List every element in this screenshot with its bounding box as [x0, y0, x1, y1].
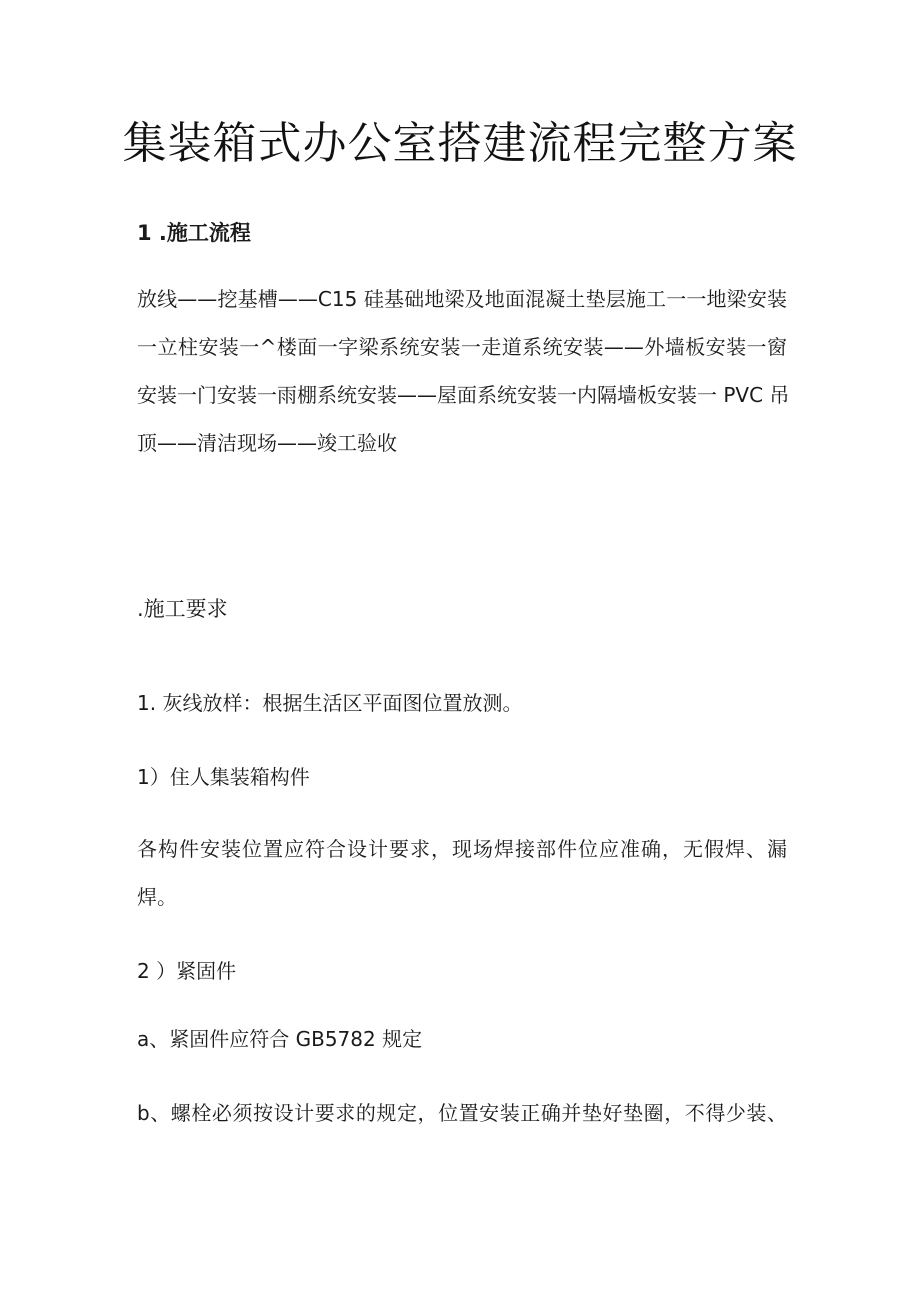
section-heading-construction-requirements: .施工要求 — [137, 597, 228, 621]
document-title: 集装箱式办公室搭建流程完整方案 — [122, 118, 798, 169]
subsection-heading-fasteners: 2 ）紧固件 — [137, 959, 237, 983]
section-heading-construction-flow: 1 .施工流程 — [137, 221, 251, 245]
flow-text-line: 安装一门安装一雨棚系统安装——屋面系统安装一内隔墙板安装一 PVC 吊 — [137, 383, 790, 407]
requirement-item-1: 1. 灰线放样：根据生活区平面图位置放测。 — [137, 691, 523, 715]
paragraph-line: 各构件安装位置应符合设计要求，现场焊接部件位应准确，无假焊、漏 — [137, 837, 787, 861]
flow-text-line: 顶——清洁现场——竣工验收 — [137, 431, 397, 455]
flow-text-line: 一立柱安装一^楼面一字梁系统安装一走道系统安装——外墙板安装一窗 — [137, 335, 787, 359]
paragraph-line: 焊。 — [137, 885, 177, 909]
flow-text-line: 放线——挖基槽——C15 硅基础地梁及地面混凝土垫层施工一一地梁安装 — [137, 287, 787, 311]
fastener-item-b: b、螺栓必须按设计要求的规定，位置安装正确并垫好垫圈，不得少装、 — [137, 1101, 787, 1125]
fastener-item-a: a、紧固件应符合 GB5782 规定 — [137, 1027, 423, 1051]
subsection-heading-container-components: 1）住人集装箱构件 — [137, 765, 310, 789]
